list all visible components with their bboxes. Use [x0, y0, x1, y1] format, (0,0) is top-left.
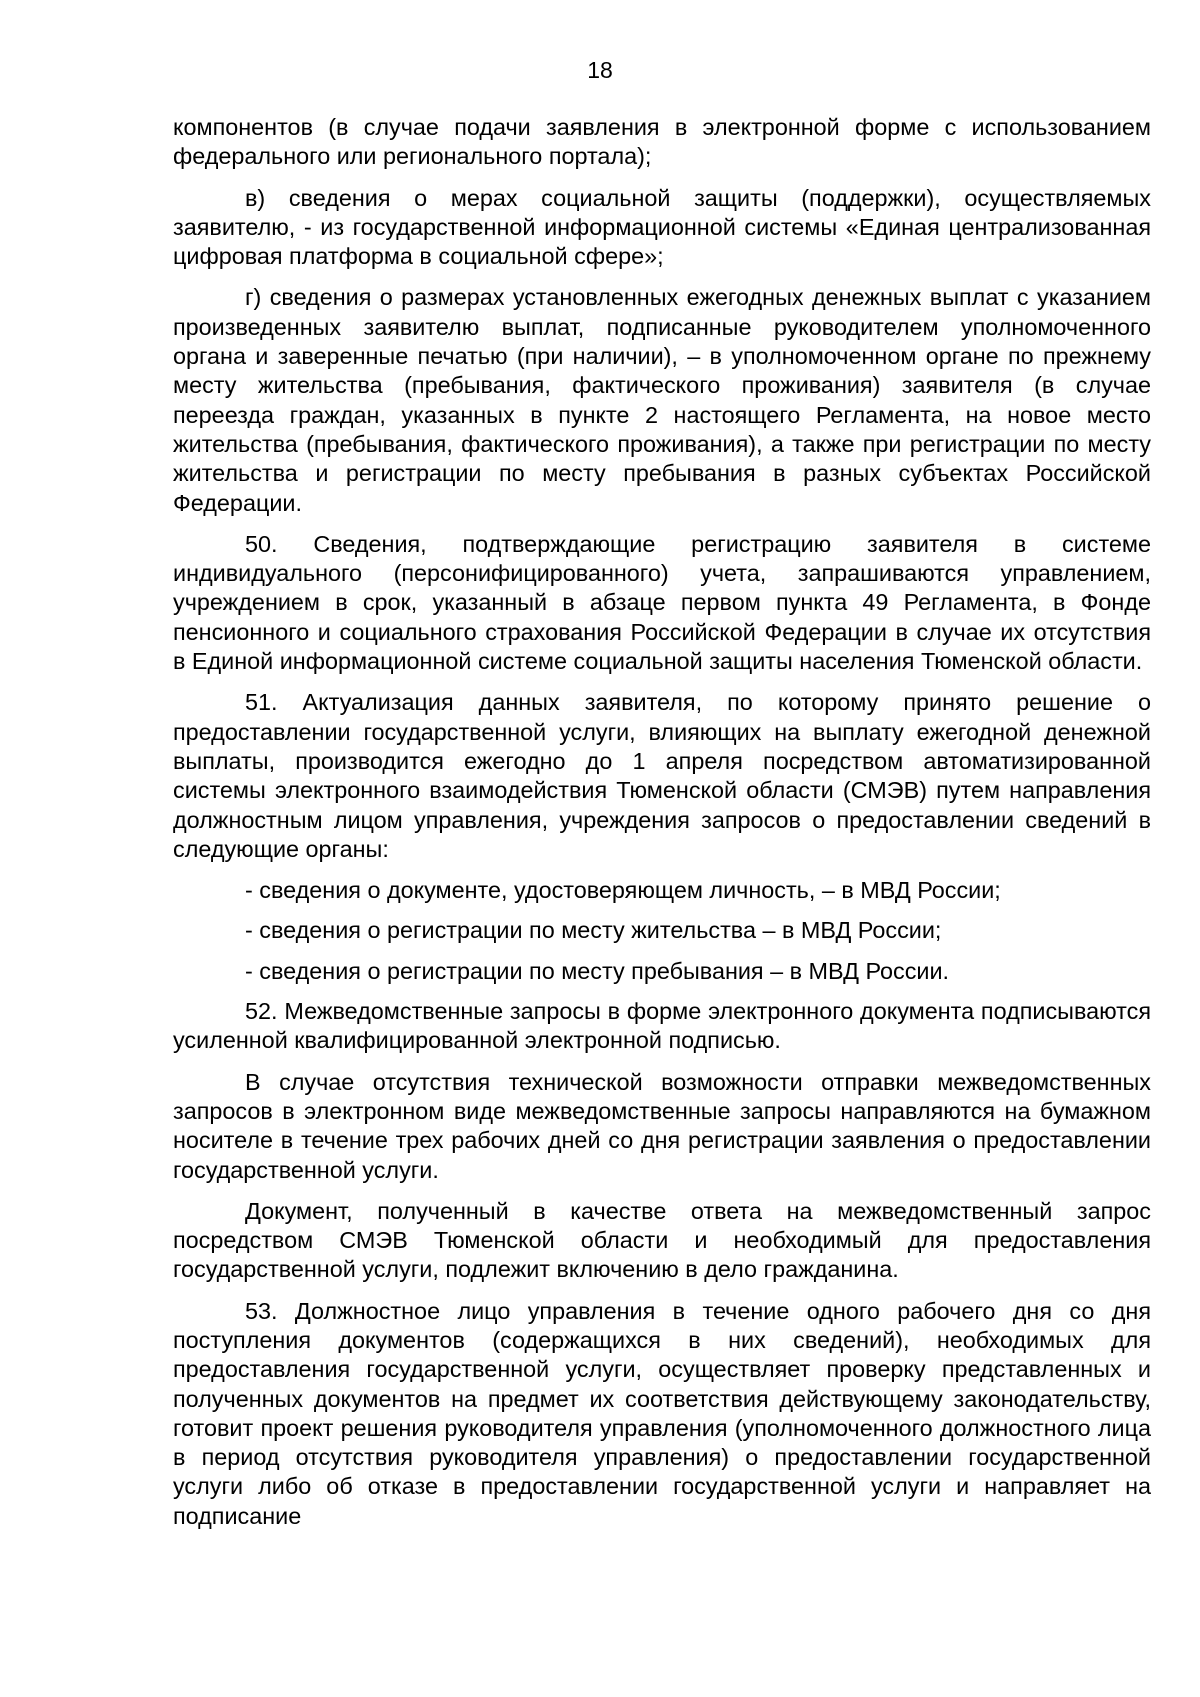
- paragraph-item-53: 53. Должностное лицо управления в течение одного рабочего дня со дня поступления документов (содержащихся в них сведений), необходимых для предоставления государственной услуги, осуществляет проверку представленных и полученных документов на предмет их соответствия действующему законодательству, готовит проект решения руководителя управления (уполномоченного должностного лица в период отсутствия руководителя управления) о предоставлении государственной услуги либо об отказе в предоставлении государственной услуги и направляет на подписание: [173, 1297, 1151, 1529]
- paragraph-subitem-v: в) сведения о мерах социальной защиты (поддержки), осуществляемых заявителю, - из государственной информационной системы «Единая централизованная цифровая платформа в социальной сфере»;: [173, 184, 1151, 270]
- page-number: 18: [587, 57, 613, 83]
- paragraph-item-51: 51. Актуализация данных заявителя, по которому принято решение о предоставлении государственной услуги, влияющих на выплату ежегодной денежной выплаты, производится ежегодно до 1 апреля посредством автоматизированной системы электронного взаимодействия Тюменской области (СМЭВ) путем направления должностным лицом управления, учреждения запросов о предоставлении сведений в следующие органы:: [173, 689, 1151, 862]
- list-item-identity-document: - сведения о документе, удостоверяющем личность, – в МВД России;: [245, 877, 1001, 904]
- paragraph-response-document: Документ, полученный в качестве ответа на межведомственный запрос посредством СМЭВ Тюменской области и необходимый для предоставления государственной услуги, подлежит включению в дело гражданина.: [173, 1197, 1151, 1283]
- document-body: [173, 113, 1151, 1543]
- paragraph-subitem-g: г) сведения о размерах установленных ежегодных денежных выплат с указанием произведенных заявителю выплат, подписанные руководителем уполномоченного органа и заверенные печатью (при наличии), – в уполномоченном органе по прежнему месту жительства (пребывания, фактического проживания) заявителя (в случае переезда граждан, указанных в пункте 2 настоящего Регламента, на новое место жительства (пребывания, фактического проживания), а также при регистрации по месту жительства и регистрации по месту пребывания в разных субъектах Российской Федерации.: [173, 284, 1151, 516]
- paragraph-continuation: компонентов (в случае подачи заявления в электронной форме с использованием федерального или регионального портала);: [173, 114, 1151, 170]
- list-item-residence-registration: - сведения о регистрации по месту жительства – в МВД России;: [245, 917, 942, 944]
- list-item-stay-registration: - сведения о регистрации по месту пребывания – в МВД России.: [245, 957, 950, 984]
- paragraph-paper-requests: В случае отсутствия технической возможности отправки межведомственных запросов в электронном виде межведомственные запросы направляются на бумажном носителе в течение трех рабочих дней со дня регистрации заявления о предоставлении государственной услуги.: [173, 1068, 1151, 1183]
- paragraph-item-50: 50. Сведения, подтверждающие регистрацию заявителя в системе индивидуального (персонифицированного) учета, запрашиваются управлением, учреждением в срок, указанный в абзаце первом пункта 49 Регламента, в Фонде пенсионного и социального страхования Российской Федерации в случае их отсутствия в Единой информационной системе социальной защиты населения Тюменской области.: [173, 530, 1151, 675]
- paragraph-item-52: 52. Межведомственные запросы в форме электронного документа подписываются усиленной квалифицированной электронной подписью.: [173, 998, 1151, 1054]
